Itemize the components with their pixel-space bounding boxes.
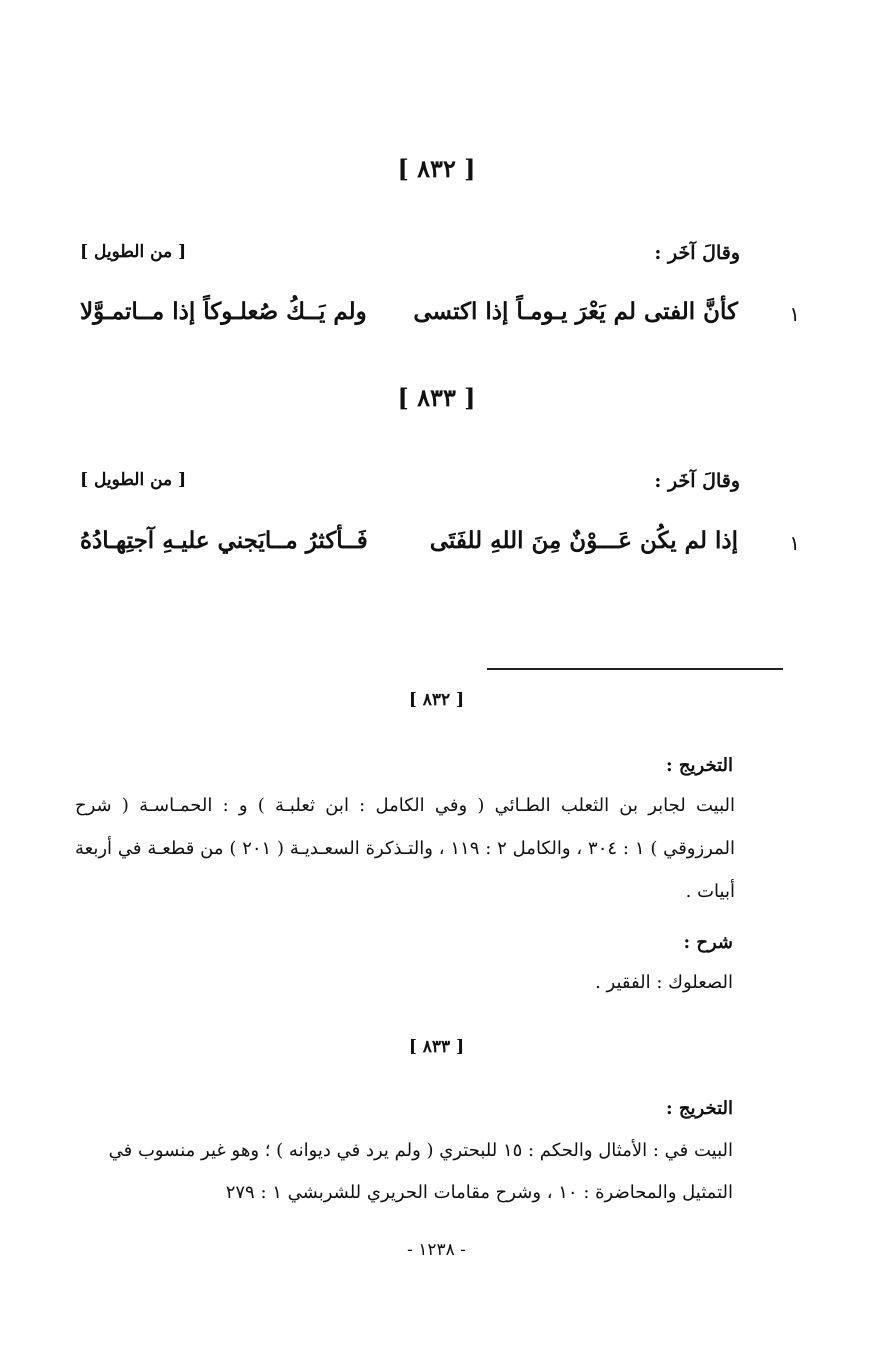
verse-hemistich-first: كأنَّ الفتى لم يَعْرَ يـومـاً إذا اكتسى [413,298,738,325]
takhrij-line: البيت في : الأمثال والحكم : ١٥ للبحتري ( ولم يرد في ديوانه ) ؛ وهو غير منسوب في [108,1140,733,1161]
poem-number-832: [ ٨٣٢ ] [397,154,476,183]
page-number: - ١٢٣٨ - [407,1240,466,1260]
verse-number: ١ [789,302,800,326]
sharh-text: الصعلوك : الفقير . [595,972,733,993]
takhrij-label: التخريج : [665,1098,733,1119]
note-number-833: [ ٨٣٣ ] [408,1037,465,1057]
verse-row [80,527,800,567]
sharh-label: شرح : [683,932,733,953]
poem-intro-833 [80,470,740,500]
speaker-label: وقالَ آخَر : [654,242,740,264]
takhrij-text: البيت لجابر بن الثعلب الطـائي ( وفي الكامل : ابن ثعلبـة ) و : الحمـاسـة ( شرح المرزوقي ) ١ : ٣٠٤ ، والكامل ٢ : ١١٩ ، والتـذكرة السعـديـة ( ٢٠١ ) من قطعـة في أربعة أبيات . [75,795,736,902]
verse-hemistich-first: إذا لم يكُن عَـــوْنٌ مِنَ اللهِ للفَتَى [429,527,738,554]
poem-number-833: [ ٨٣٣ ] [397,383,476,412]
verse-number: ١ [789,531,800,555]
takhrij-label: التخريج : [665,755,733,776]
meter-label: [ من الطويل ] [80,242,187,262]
speaker-label: وقالَ آخَر : [654,470,740,492]
verse-hemistich-second: فَــأكثرُ مــايَجني عليـهِ آجتِهـادُهُ [80,527,368,554]
note-number-832: [ ٨٣٢ ] [408,690,465,710]
verse-row [80,298,800,338]
takhrij-line: التمثيل والمحاضرة : ١٠ ، وشرح مقامات الحريري للشربشي ١ : ٢٧٩ [225,1182,733,1203]
footnote-divider [487,668,783,670]
poem-intro-832 [80,242,740,272]
meter-label: [ من الطويل ] [80,470,187,490]
verse-hemistich-second: ولم يَــكُ صُعلـوكاً إذا مــاتمـوَّلا [80,298,367,325]
